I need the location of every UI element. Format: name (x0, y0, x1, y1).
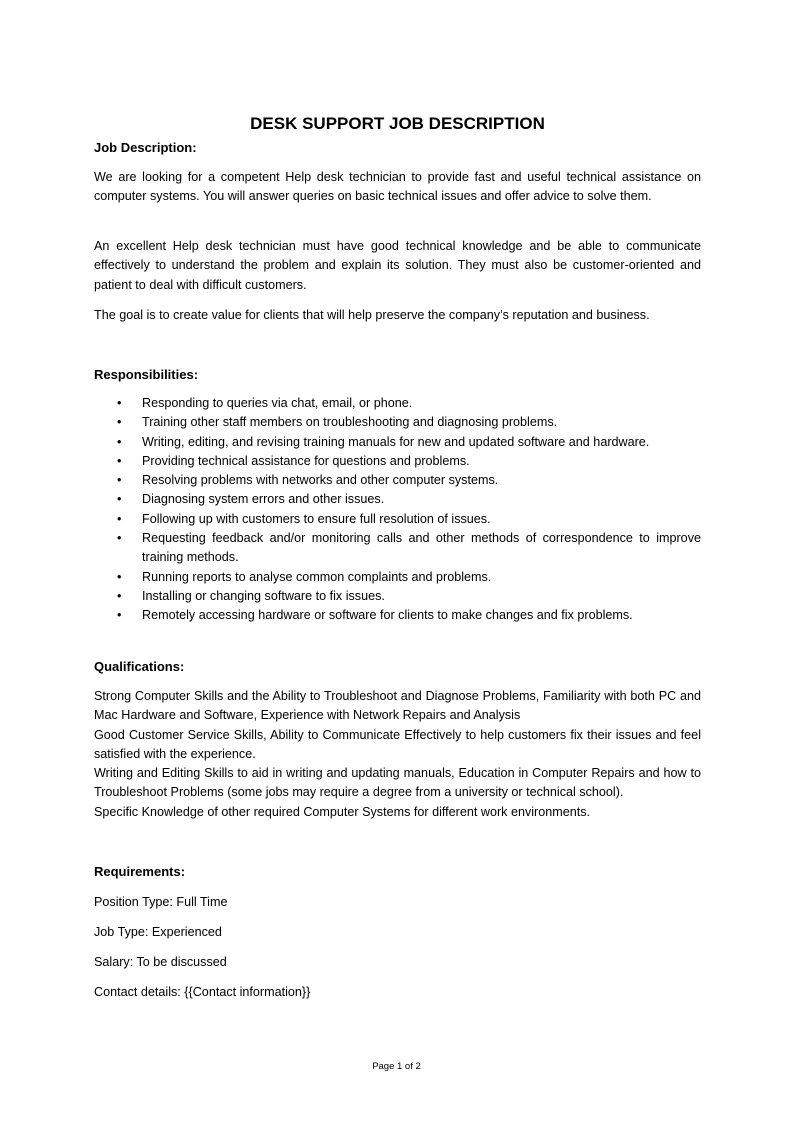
job-description-paragraph-3: The goal is to create value for clients that will help preserve the company’s reputation and business. (94, 308, 650, 322)
bullet-icon: • (117, 531, 122, 546)
list-item-text: Training other staff members on troubleshooting and diagnosing problems. (142, 415, 558, 430)
bullet-icon: • (117, 453, 122, 468)
bullet-icon: • (117, 588, 122, 603)
list-item (94, 394, 701, 413)
page-number: Page 1 of 2 (372, 1061, 421, 1072)
list-item-text: Remotely accessing hardware or software for clients to make changes and fix problems. (142, 608, 633, 623)
list-item (94, 471, 701, 490)
qualification-line: Specific Knowledge of other required Computer Systems for different work environments. (94, 804, 591, 819)
list-item-text: Providing technical assistance for questions and problems. (142, 453, 470, 468)
list-item-text: Writing, editing, and revising training manuals for new and updated software and hardware. (142, 434, 650, 449)
contact-details: Contact details: {{Contact information}} (94, 985, 311, 999)
requirements-heading: Requirements: (94, 864, 186, 879)
list-item (94, 568, 701, 587)
bullet-icon: • (117, 511, 122, 526)
salary: Salary: To be discussed (94, 955, 227, 969)
bullet-icon: • (117, 492, 122, 507)
qualification-line: Writing and Editing Skills to aid in writing and updating manuals, Education in Computer Repairs and how to Troubleshoot Problems (some jobs may require a degree from a university or technical school). (94, 766, 701, 800)
bullet-icon: • (117, 569, 122, 584)
list-item (94, 606, 701, 625)
list-item-text: Following up with customers to ensure full resolution of issues. (142, 511, 491, 526)
list-item (94, 433, 701, 452)
list-item-text: Resolving problems with networks and other computer systems. (142, 473, 499, 488)
job-type: Job Type: Experienced (94, 925, 222, 939)
position-type: Position Type: Full Time (94, 895, 228, 909)
document-title: DESK SUPPORT JOB DESCRIPTION (250, 114, 545, 133)
job-description-paragraph-2: An excellent Help desk technician must have good technical knowledge and be able to communicate effectively to understand the problem and explain its solution. They must also be customer-oriented and patient to deal with difficult customers. (94, 239, 701, 292)
bullet-icon: • (117, 434, 122, 449)
responsibilities-heading: Responsibilities: (94, 367, 199, 382)
job-description-paragraph-1: We are looking for a competent Help desk technician to provide fast and useful technical assistance on computer systems. You will answer queries on basic technical issues and offer advice to solve them. (94, 170, 701, 204)
list-item-text: Running reports to analyse common complaints and problems. (142, 569, 492, 584)
list-item (94, 529, 701, 568)
bullet-icon: • (117, 473, 122, 488)
list-item-text: Responding to queries via chat, email, or phone. (142, 396, 413, 410)
job-description-heading: Job Description: (94, 140, 197, 155)
bullet-icon: • (117, 396, 122, 410)
bullet-icon: • (117, 415, 122, 430)
list-item-text: Diagnosing system errors and other issues. (142, 492, 385, 507)
list-item (94, 452, 701, 471)
list-item (94, 587, 701, 606)
list-item (94, 510, 701, 529)
qualifications-heading: Qualifications: (94, 659, 185, 674)
responsibilities-list (94, 394, 701, 626)
list-item (94, 490, 701, 509)
qualifications-text (94, 687, 701, 822)
list-item-text: Installing or changing software to fix issues. (142, 588, 385, 603)
list-item (94, 413, 701, 432)
qualification-line: Good Customer Service Skills, Ability to Communicate Effectively to help customers fix their issues and feel satisfied with the experience. (94, 727, 701, 761)
bullet-icon: • (117, 608, 122, 623)
qualification-line: Strong Computer Skills and the Ability to Troubleshoot and Diagnose Problems, Familiarity with both PC and Mac Hardware and Software, Experience with Network Repairs and Analysis (94, 689, 701, 723)
list-item-text: Requesting feedback and/or monitoring calls and other methods of correspondence to improve training methods. (142, 531, 701, 565)
